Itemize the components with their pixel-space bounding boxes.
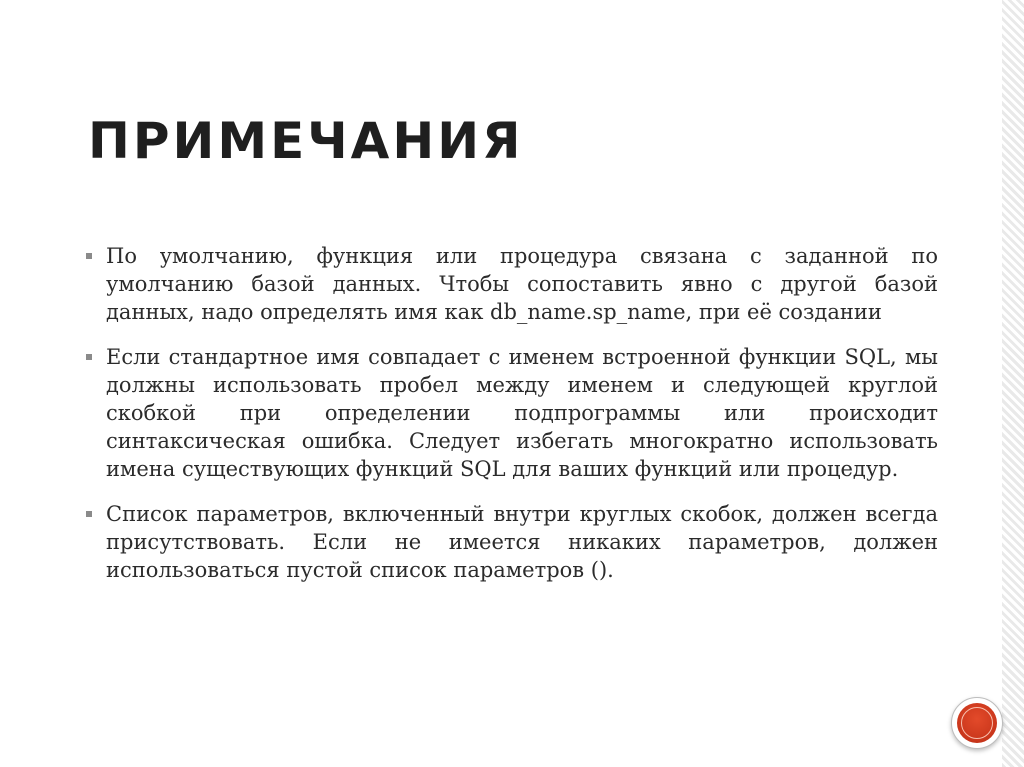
bullet-item bbox=[86, 343, 938, 483]
badge-ring bbox=[961, 707, 993, 739]
bullet-item bbox=[86, 242, 938, 326]
bullet-text: Список параметров, включенный внутри круглых скобок, должен всегда присутствовать. Если не имеется никаких параметров, должен использоваться пустой список параметров (). bbox=[106, 502, 938, 582]
slide-title: ПРИМЕЧАНИЯ bbox=[88, 112, 524, 170]
bullet-list bbox=[86, 242, 938, 601]
badge-core bbox=[957, 703, 997, 743]
square-bullet-icon bbox=[86, 500, 106, 528]
slide-edge-pattern bbox=[1002, 0, 1024, 767]
red-circle-badge-icon bbox=[951, 697, 1003, 749]
square-bullet-icon bbox=[86, 343, 106, 371]
square-bullet-icon bbox=[86, 242, 106, 270]
bullet-item bbox=[86, 500, 938, 584]
bullet-text: По умолчанию, функция или процедура связана с заданной по умолчанию базой данных. Чтобы сопоставить явно с другой базой данных, надо определять имя как db_name.sp_name, при её создании bbox=[106, 244, 938, 324]
bullet-text: Если стандартное имя совпадает с именем встроенной функции SQL, мы должны использовать пробел между именем и следующей круглой скобкой при определении подпрограммы или происходит синтаксическая ошибка. Следует избегать многократно использовать имена существующих функций SQL для ваших функций или процедур. bbox=[106, 345, 938, 481]
